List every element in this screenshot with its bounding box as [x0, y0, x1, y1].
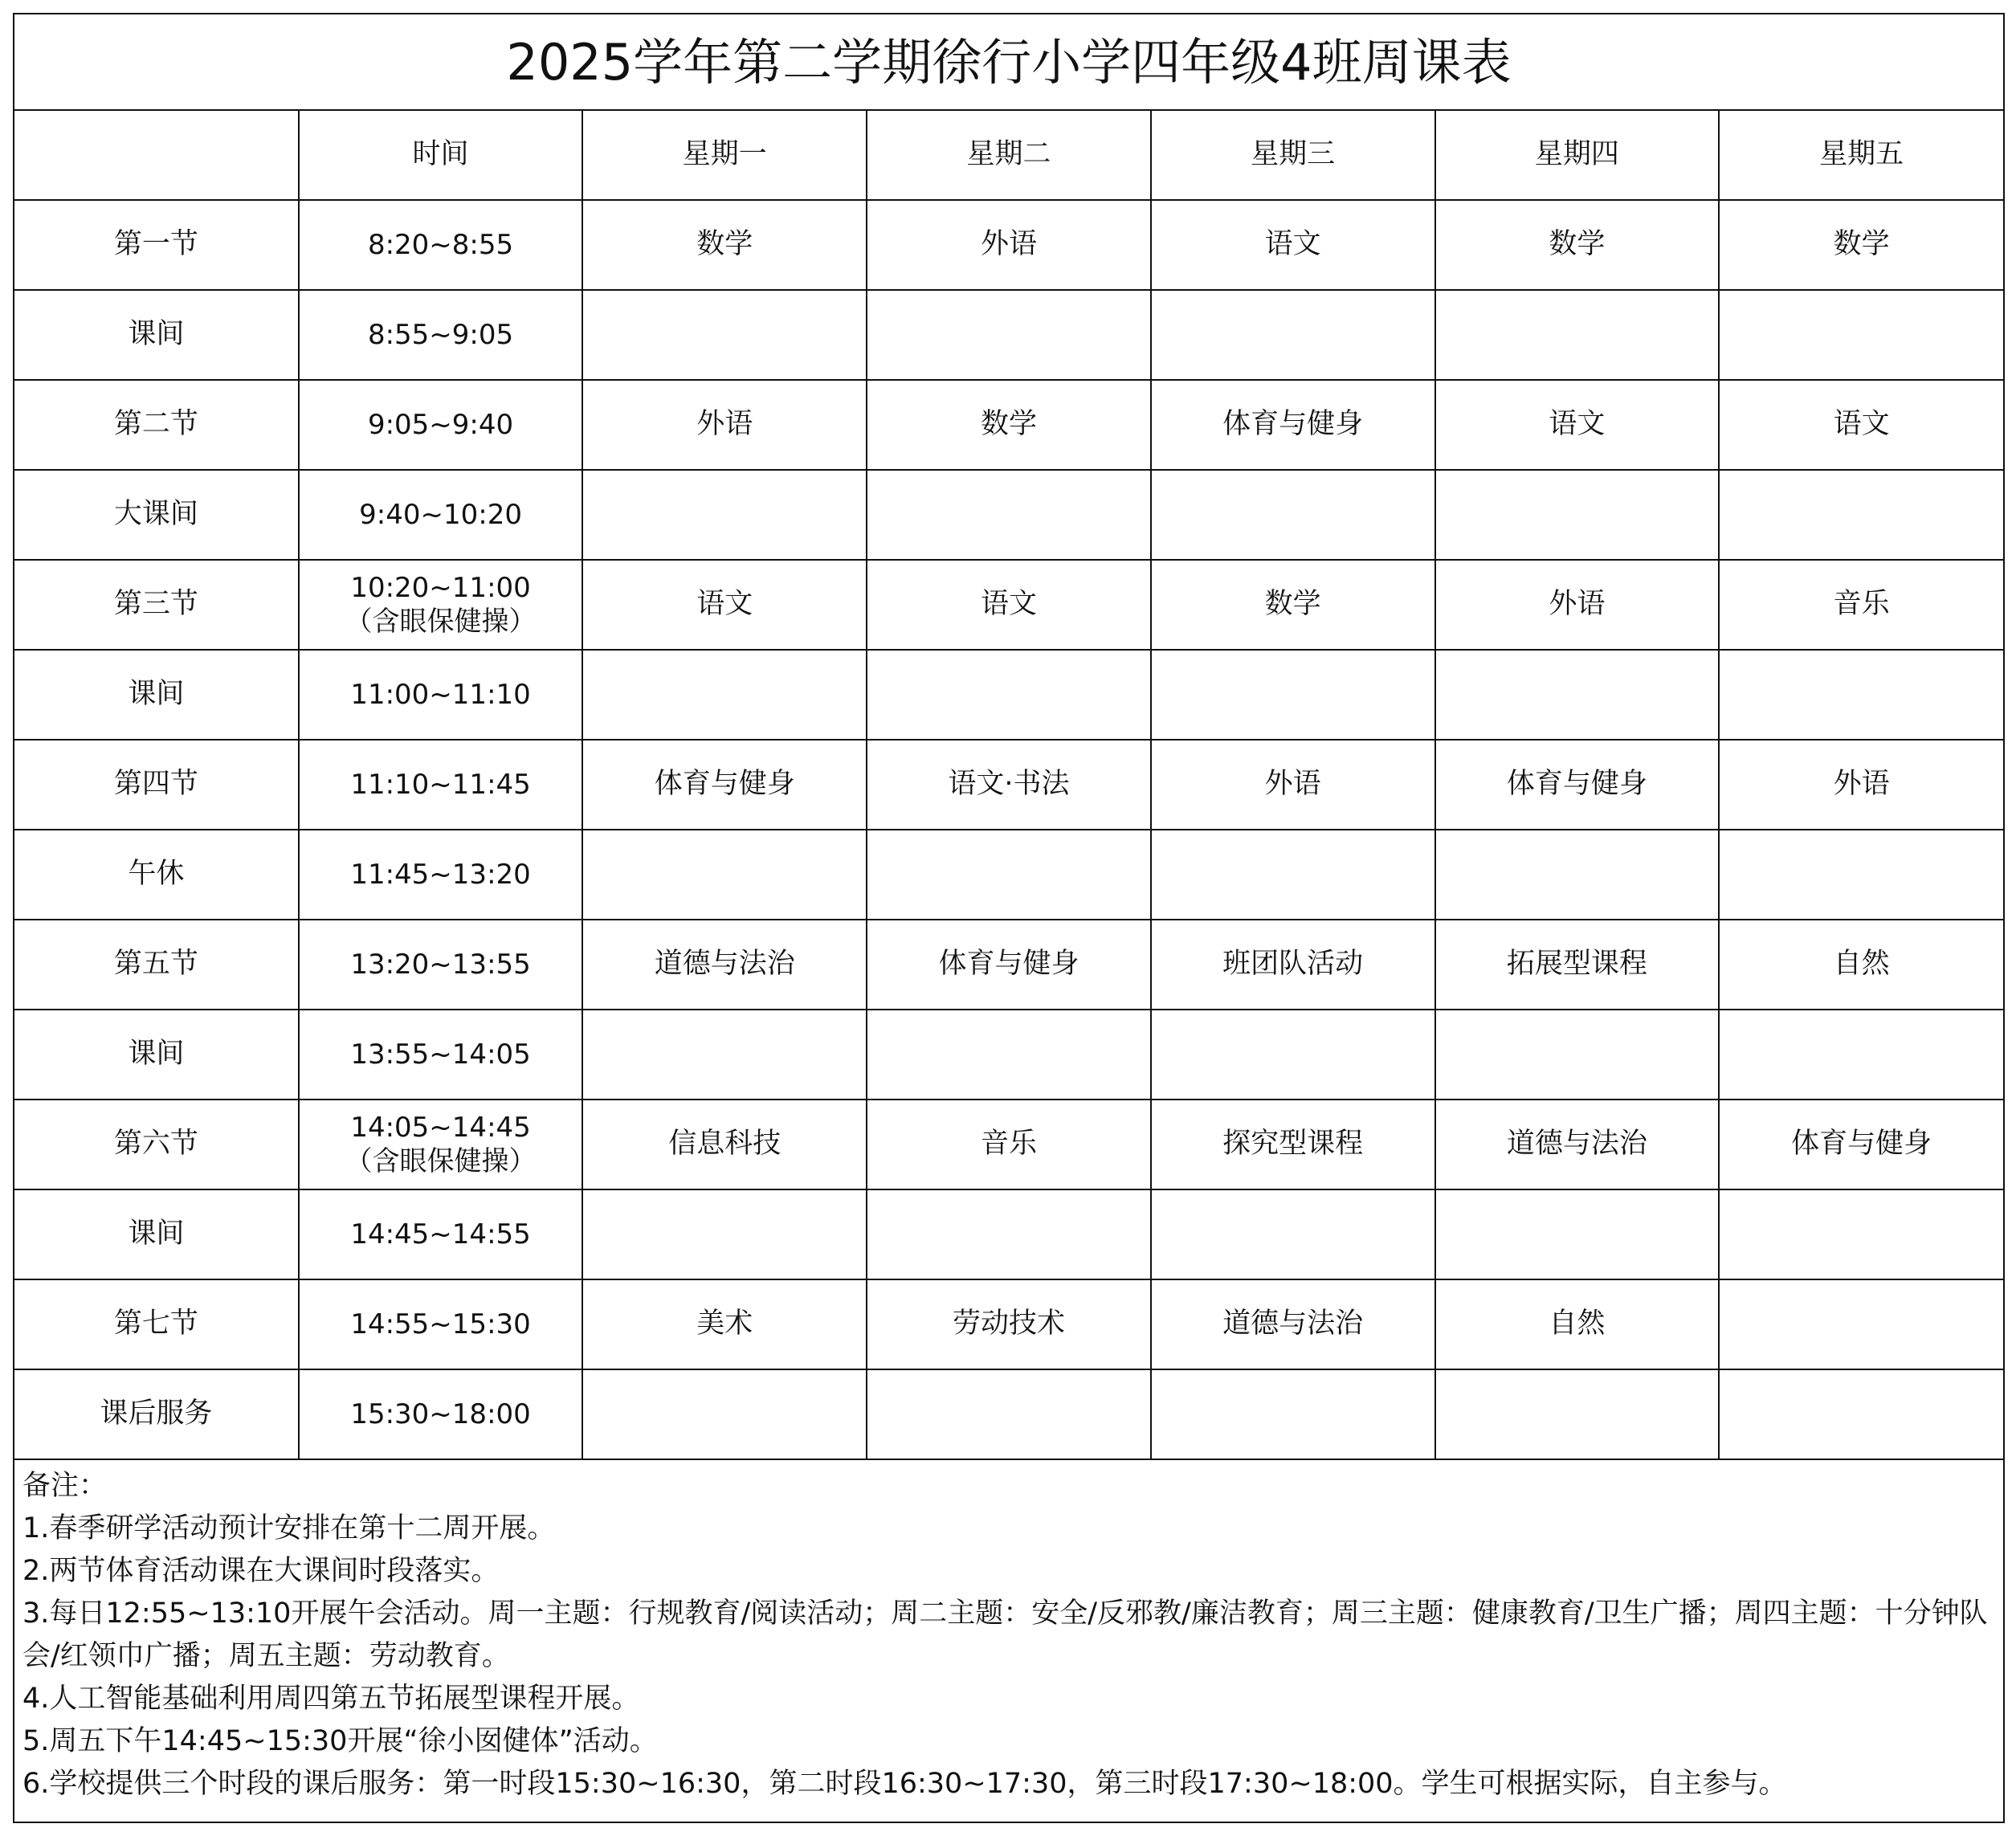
class-cell — [867, 1189, 1151, 1279]
time-range: 11:45~13:20 — [350, 858, 531, 891]
period-cell: 课间 — [14, 1010, 299, 1100]
table-row — [14, 830, 2003, 920]
class-cell — [1435, 290, 1720, 380]
time-cell — [299, 470, 583, 560]
period-cell: 课间 — [14, 290, 299, 380]
note-item: 1.春季研学活动预计安排在第十二周开展。 — [22, 1512, 556, 1544]
class-cell — [1435, 650, 1720, 740]
time-note: （含眼保健操） — [345, 606, 537, 638]
class-cell — [1151, 1189, 1435, 1279]
class-cell — [1151, 650, 1435, 740]
class-cell — [1435, 1369, 1720, 1459]
class-cell — [1151, 1010, 1435, 1100]
note-item: 2.两节体育活动课在大课间时段落实。 — [22, 1555, 500, 1587]
class-cell: 外语 — [1435, 560, 1720, 650]
class-cell — [1719, 1369, 2003, 1459]
time-range: 13:55~14:05 — [350, 1038, 531, 1071]
time-cell — [299, 380, 583, 470]
header-time-cell: 时间 — [299, 111, 583, 200]
header-row — [14, 111, 2003, 200]
class-cell — [582, 470, 867, 560]
time-range: 15:30~18:00 — [350, 1397, 531, 1430]
time-range: 11:00~11:10 — [350, 678, 531, 711]
class-cell: 数学 — [1151, 560, 1435, 650]
time-range: 10:20~11:00 — [350, 571, 531, 604]
table-row — [14, 1189, 2003, 1279]
note-item: 5.周五下午14:45~15:30开展“徐小囡健体”活动。 — [22, 1725, 658, 1757]
header-day-cell: 星期三 — [1151, 111, 1435, 200]
class-cell — [1435, 1010, 1720, 1100]
class-cell — [867, 290, 1151, 380]
time-range: 14:55~15:30 — [350, 1308, 531, 1340]
table-row — [14, 290, 2003, 380]
class-cell: 自然 — [1435, 1279, 1720, 1369]
time-range: 13:20~13:55 — [350, 948, 531, 981]
class-cell: 拓展型课程 — [1435, 920, 1720, 1010]
page-title: 2025学年第二学期徐行小学四年级4班周课表 — [14, 14, 2003, 111]
class-cell — [582, 1369, 867, 1459]
time-note: （含眼保健操） — [345, 1145, 537, 1177]
period-cell: 课间 — [14, 650, 299, 740]
class-cell — [1719, 1010, 2003, 1100]
time-range: 14:05~14:45 — [350, 1111, 531, 1144]
class-cell: 外语 — [867, 200, 1151, 290]
class-cell: 体育与健身 — [582, 740, 867, 830]
time-cell — [299, 1010, 583, 1100]
class-cell — [867, 470, 1151, 560]
class-cell — [582, 1189, 867, 1279]
period-cell: 大课间 — [14, 470, 299, 560]
class-cell: 道德与法治 — [582, 920, 867, 1010]
class-cell: 道德与法治 — [1151, 1279, 1435, 1369]
table-row — [14, 560, 2003, 650]
class-cell — [1151, 830, 1435, 920]
time-cell — [299, 1279, 583, 1369]
class-cell: 美术 — [582, 1279, 867, 1369]
note-item: 3.每日12:55~13:10开展午会活动。周一主题：行规教育/阅读活动；周二主题：安全/反邪教/廉洁教育；周三主题：健康教育/卫生广播；周四主题：十分钟队会/红领巾广播；周五主题：劳动教育。 — [22, 1597, 1988, 1672]
class-cell — [1719, 1279, 2003, 1369]
time-range: 11:10~11:45 — [350, 768, 531, 801]
time-range: 9:40~10:20 — [359, 498, 522, 531]
class-cell — [1151, 470, 1435, 560]
class-cell — [582, 1010, 867, 1100]
period-cell: 第六节 — [14, 1100, 299, 1189]
timetable-table — [14, 111, 2003, 1460]
table-row — [14, 650, 2003, 740]
table-row — [14, 470, 2003, 560]
header-corner-cell — [14, 111, 299, 200]
period-cell: 第一节 — [14, 200, 299, 290]
notes-heading: 备注： — [22, 1470, 108, 1502]
class-cell — [1435, 470, 1720, 560]
time-cell — [299, 290, 583, 380]
timetable-sheet — [13, 13, 2005, 1823]
period-cell: 第五节 — [14, 920, 299, 1010]
class-cell: 信息科技 — [582, 1100, 867, 1189]
class-cell — [867, 1010, 1151, 1100]
time-range: 14:45~14:55 — [350, 1218, 531, 1251]
class-cell — [582, 650, 867, 740]
class-cell: 自然 — [1719, 920, 2003, 1010]
notes-section — [14, 1460, 2003, 1805]
table-row — [14, 200, 2003, 290]
header-day-cell: 星期四 — [1435, 111, 1720, 200]
class-cell: 劳动技术 — [867, 1279, 1151, 1369]
table-row — [14, 1279, 2003, 1369]
note-item: 6.学校提供三个时段的课后服务：第一时段15:30~16:30，第二时段16:30~17:30，第三时段17:30~18:00。学生可根据实际，自主参与。 — [22, 1768, 1787, 1800]
class-cell: 语文·书法 — [867, 740, 1151, 830]
class-cell — [1719, 1189, 2003, 1279]
table-row — [14, 1369, 2003, 1459]
class-cell: 语文 — [582, 560, 867, 650]
class-cell: 音乐 — [867, 1100, 1151, 1189]
time-range: 9:05~9:40 — [367, 408, 514, 441]
class-cell — [867, 1369, 1151, 1459]
class-cell — [867, 650, 1151, 740]
period-cell: 午休 — [14, 830, 299, 920]
time-range: 8:55~9:05 — [367, 318, 514, 351]
table-row — [14, 740, 2003, 830]
time-cell — [299, 650, 583, 740]
class-cell: 外语 — [1719, 740, 2003, 830]
time-cell — [299, 1369, 583, 1459]
header-day-cell: 星期二 — [867, 111, 1151, 200]
class-cell: 体育与健身 — [1719, 1100, 2003, 1189]
class-cell — [1719, 830, 2003, 920]
time-range: 8:20~8:55 — [367, 228, 514, 261]
class-cell — [1719, 470, 2003, 560]
period-cell: 课后服务 — [14, 1369, 299, 1459]
class-cell — [582, 290, 867, 380]
class-cell — [1719, 290, 2003, 380]
class-cell: 语文 — [1719, 380, 2003, 470]
period-cell: 第三节 — [14, 560, 299, 650]
time-cell — [299, 740, 583, 830]
class-cell: 语文 — [1435, 380, 1720, 470]
class-cell — [582, 830, 867, 920]
class-cell: 数学 — [1435, 200, 1720, 290]
class-cell — [1435, 830, 1720, 920]
class-cell — [1151, 1369, 1435, 1459]
table-row — [14, 380, 2003, 470]
header-day-cell: 星期五 — [1719, 111, 2003, 200]
time-cell — [299, 1100, 583, 1189]
class-cell: 外语 — [1151, 740, 1435, 830]
class-cell: 道德与法治 — [1435, 1100, 1720, 1189]
table-row — [14, 1100, 2003, 1189]
class-cell: 数学 — [1719, 200, 2003, 290]
period-cell: 第二节 — [14, 380, 299, 470]
class-cell — [1719, 650, 2003, 740]
class-cell: 数学 — [867, 380, 1151, 470]
class-cell: 外语 — [582, 380, 867, 470]
class-cell: 语文 — [1151, 200, 1435, 290]
class-cell — [867, 830, 1151, 920]
time-cell — [299, 560, 583, 650]
period-cell: 课间 — [14, 1189, 299, 1279]
table-row — [14, 1010, 2003, 1100]
period-cell: 第四节 — [14, 740, 299, 830]
class-cell: 体育与健身 — [867, 920, 1151, 1010]
note-item: 4.人工智能基础利用周四第五节拓展型课程开展。 — [22, 1683, 640, 1715]
time-cell — [299, 830, 583, 920]
class-cell: 班团队活动 — [1151, 920, 1435, 1010]
class-cell: 体育与健身 — [1151, 380, 1435, 470]
class-cell: 探究型课程 — [1151, 1100, 1435, 1189]
class-cell: 体育与健身 — [1435, 740, 1720, 830]
time-cell — [299, 200, 583, 290]
time-cell — [299, 1189, 583, 1279]
class-cell — [1151, 290, 1435, 380]
table-row — [14, 920, 2003, 1010]
class-cell: 音乐 — [1719, 560, 2003, 650]
time-cell — [299, 920, 583, 1010]
class-cell: 数学 — [582, 200, 867, 290]
header-day-cell: 星期一 — [582, 111, 867, 200]
class-cell — [1435, 1189, 1720, 1279]
class-cell: 语文 — [867, 560, 1151, 650]
period-cell: 第七节 — [14, 1279, 299, 1369]
